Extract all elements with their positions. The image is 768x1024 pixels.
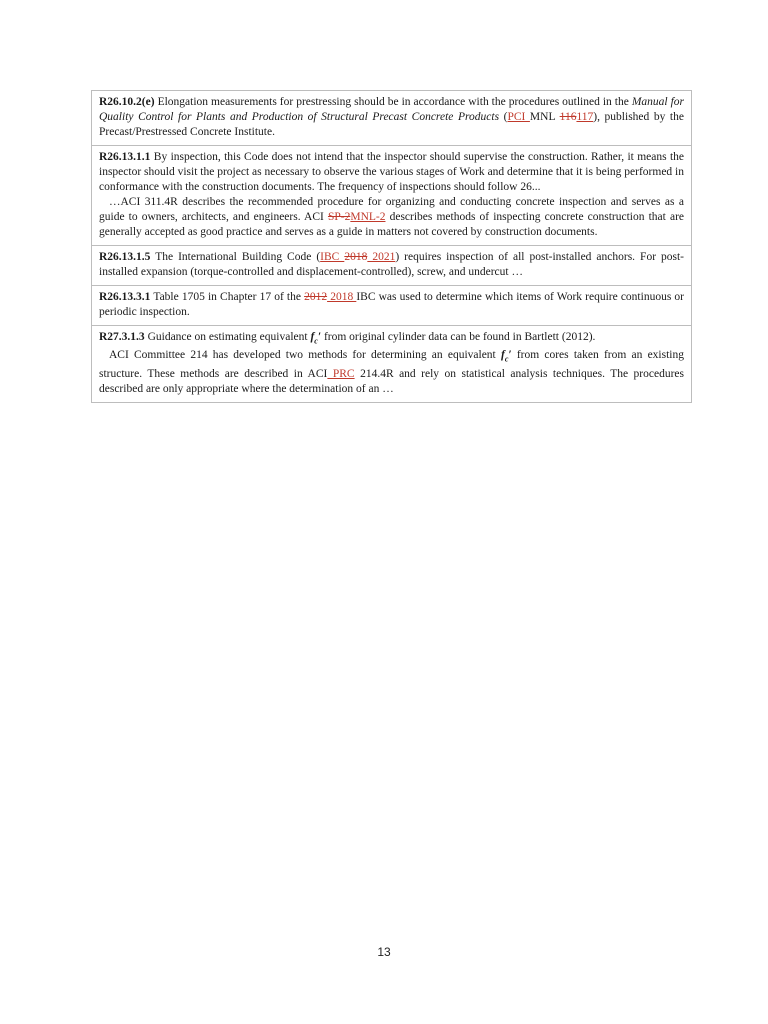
section-number: R26.13.3.1	[99, 291, 151, 303]
deletion: 116	[559, 111, 577, 123]
insertion: 2018	[327, 291, 357, 303]
text: IBC was used to determine which items of Work require continuous or periodic inspection.	[99, 291, 685, 318]
row-r26-13-3-1	[92, 286, 691, 326]
section-number: R27.3.1.3	[99, 331, 145, 343]
text: MNL	[529, 111, 560, 123]
deletion: 2018	[344, 251, 368, 263]
section-number: R26.13.1.5	[99, 251, 151, 263]
insertion: MNL-2	[350, 211, 386, 223]
row-r26-10-2e	[92, 91, 691, 146]
deletion: 2012	[304, 291, 328, 303]
text: 214.4R and rely on statistical analysis techniques. The procedures described are only appropriate where the determination of an …	[99, 367, 685, 395]
text: from original cylinder data can be found in Bartlett (2012).	[321, 331, 596, 343]
row-r27-3-1-3	[92, 326, 691, 402]
section-number: R26.13.1.1	[99, 151, 151, 163]
text: describes methods of inspecting concrete construction that are generally accepted as good practice and serves as a guide in matters not covered by construction documents.	[99, 211, 684, 238]
text: from cores taken from an existing structure. These methods are described in ACI	[99, 349, 684, 380]
text: ) requires inspection of all post-installed anchors. For post-installed expansion (torque-controlled and displacement-controlled), screw, and undercut …	[99, 251, 685, 278]
row-r26-13-1-5	[92, 246, 691, 286]
commentary-table	[91, 90, 692, 403]
paragraph	[99, 95, 684, 140]
fc-prime-symbol: $f_c'$	[310, 331, 322, 346]
paragraph	[99, 250, 684, 280]
fc-prime-symbol: $f_c'$	[500, 349, 512, 364]
page-number: 13	[377, 945, 391, 959]
publication-title: Manual for Quality Control for Plants and Production of Structural Precast Concrete Products	[99, 96, 684, 123]
paragraph	[99, 290, 684, 320]
text: ACI Committee 214 has developed two methods for determining an equivalent	[109, 349, 501, 362]
section-number: R26.10.2(e)	[99, 96, 155, 108]
insertion: IBC	[320, 251, 345, 263]
text: Elongation measurements for prestressing should be in accordance with the procedures outlined in the	[154, 96, 632, 108]
paragraph	[99, 330, 684, 348]
insertion: PRC	[327, 367, 355, 380]
paragraph	[99, 195, 684, 240]
text: (	[499, 111, 508, 123]
text: Guidance on estimating equivalent	[144, 331, 311, 343]
paragraph	[99, 150, 684, 195]
insertion: 117	[576, 111, 594, 123]
insertion: 2021	[367, 251, 396, 263]
deletion: SP-2	[327, 211, 351, 223]
insertion: PCI	[507, 111, 530, 123]
text: By inspection, this Code does not intend that the inspector should supervise the construction. Rather, it means the inspector should visit the project as necessary to observe the various stages of Work and determine that it is being performed in conformance with the construction documents. The frequency of inspections should follow 26...	[99, 151, 684, 193]
text: ), published by the Precast/Prestressed Concrete Institute.	[99, 111, 684, 138]
text: Table 1705 in Chapter 17 of the	[150, 291, 305, 303]
row-r26-13-1-1	[92, 146, 691, 246]
text: …ACI 311.4R describes the recommended procedure for organizing and conducting concrete inspection and serves as a guide to owners, architects, and engineers. ACI	[99, 196, 684, 223]
text: The International Building Code (	[150, 251, 321, 263]
paragraph	[99, 348, 684, 396]
